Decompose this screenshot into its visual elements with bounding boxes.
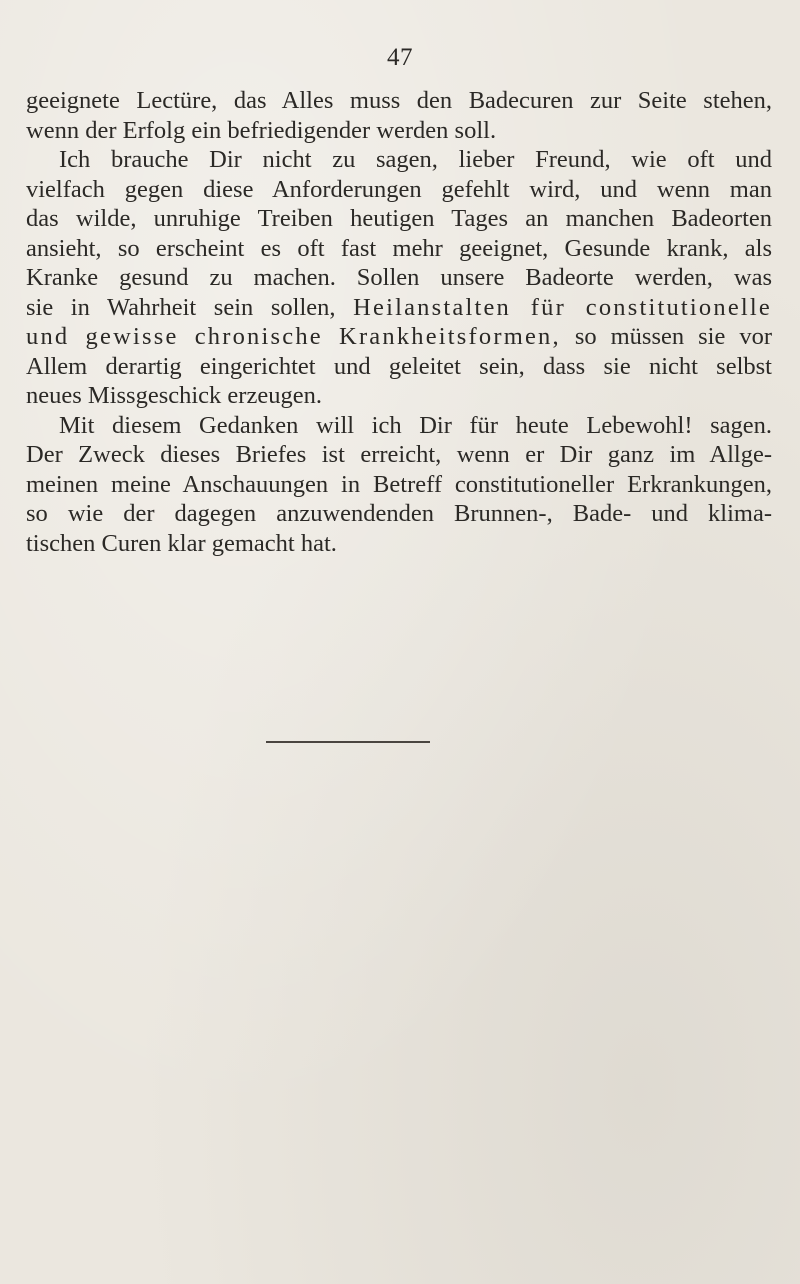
text-line: Ich brauche Dir nicht zu sagen, lieber Freund, wie oft und xyxy=(59,146,772,173)
page-number: 47 xyxy=(387,44,413,71)
text-line: tischen Curen klar gemacht hat. xyxy=(26,529,337,557)
emphasized-text: Heilanstalten für constitutionelle xyxy=(353,293,772,321)
text-line: ansieht, so erscheint es oft fast mehr geeignet, Gesunde krank, als xyxy=(26,234,772,262)
text-line: Mit diesem Gedanken will ich Dir für heute Lebewohl! sagen. xyxy=(59,411,772,439)
body-text xyxy=(26,86,772,558)
text-line: neues Missgeschick erzeugen. xyxy=(26,382,322,409)
text-line: Kranke gesund zu machen. Sollen unsere Badeorte werden, was xyxy=(26,264,772,291)
emphasized-text: und gewisse chronische Krankheitsformen, xyxy=(26,323,561,350)
text-line: Allem derartig eingerichtet und geleitet sein, dass sie nicht selbst xyxy=(26,352,772,380)
text-line: vielfach gegen diese Anforderungen gefehlt wird, und wenn man xyxy=(26,175,772,203)
text-fragment: sie in Wahrheit sein sollen, xyxy=(26,293,336,321)
text-line xyxy=(26,293,772,323)
text-line: meinen meine Anschauungen in Betreff constitutioneller Erkrankungen, xyxy=(26,470,772,498)
text-line xyxy=(26,322,772,352)
text-line: so wie der dagegen anzuwendenden Brunnen-, Bade- und klima- xyxy=(26,500,772,527)
text-line: wenn der Erfolg ein befriedigender werden soll. xyxy=(26,116,497,144)
section-divider xyxy=(266,741,430,743)
text-fragment: so müssen sie vor xyxy=(574,323,773,350)
text-line: das wilde, unruhige Treiben heutigen Tages an manchen Badeorten xyxy=(26,205,772,232)
text-line: geeignete Lectüre, das Alles muss den Badecuren zur Seite stehen, xyxy=(26,87,772,114)
text-line: Der Zweck dieses Briefes ist erreicht, wenn er Dir ganz im Allge- xyxy=(26,441,772,468)
